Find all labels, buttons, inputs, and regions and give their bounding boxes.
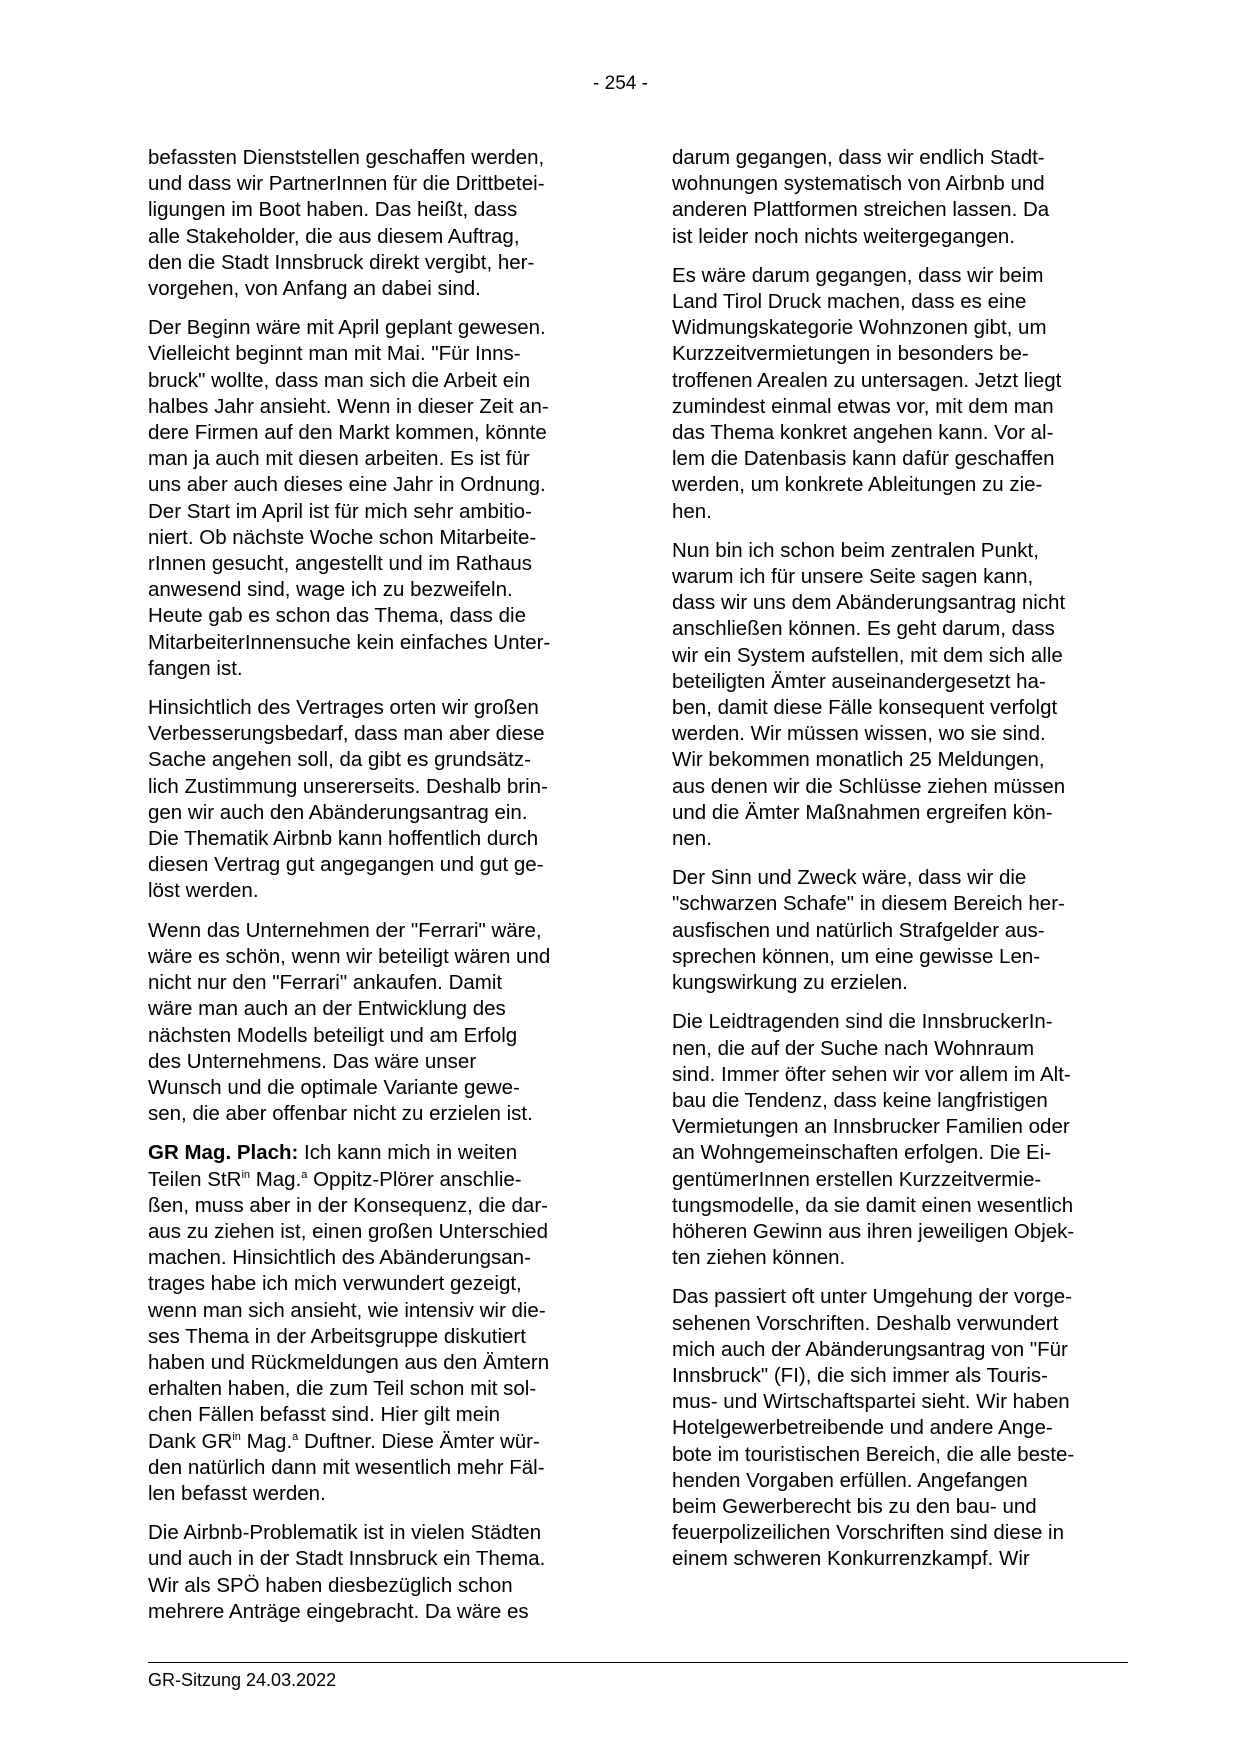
text-line: henden Vorgaben erfüllen. Angefangen	[672, 1468, 1028, 1492]
text-line: diesen Vertrag gut angegangen und gut ge-	[148, 853, 544, 877]
text-line: uns aber auch dieses eine Jahr in Ordnung.	[148, 473, 546, 497]
paragraph	[672, 263, 1122, 525]
text-line	[148, 1429, 598, 1455]
text-line: Sache angehen soll, da gibt es grundsätz-	[148, 748, 531, 772]
text-segment: Mag.	[250, 1167, 302, 1191]
text-line: Es wäre darum gegangen, dass wir beim	[672, 263, 1044, 287]
paragraph	[148, 315, 598, 682]
text-line: sind. Immer öfter sehen wir vor allem im Alt-	[672, 1062, 1071, 1086]
text-line: niert. Ob nächste Woche schon Mitarbeite-	[148, 525, 537, 549]
text-line: rInnen gesucht, angestellt und im Rathaus	[148, 552, 533, 576]
text-segment: Dank GR	[148, 1429, 233, 1453]
superscript: a	[301, 1168, 308, 1181]
text-line: vorgehen, von Anfang an dabei sind.	[148, 277, 481, 301]
text-line: len befasst werden.	[148, 1481, 326, 1505]
text-line: Hotelgewerbetreibende und andere Ange-	[672, 1416, 1053, 1440]
text-line: und dass wir PartnerInnen für die Drittbetei-	[148, 172, 545, 196]
text-line: tungsmodelle, da sie damit einen wesentlich	[672, 1193, 1074, 1217]
paragraph	[672, 1284, 1122, 1572]
text-line: dass wir uns dem Abänderungsantrag nicht	[672, 591, 1066, 615]
text-line: "schwarzen Schafe" in diesem Bereich her-	[672, 892, 1065, 916]
text-line: ten ziehen können.	[672, 1246, 846, 1270]
text-line: Vermietungen an Innsbrucker Familien oder	[672, 1115, 1070, 1139]
text-line: haben und Rückmeldungen aus den Ämtern	[148, 1350, 550, 1374]
text-line: den natürlich dann mit wesentlich mehr Fäl-	[148, 1455, 545, 1479]
text-line: zumindest einmal etwas vor, mit dem man	[672, 394, 1054, 418]
text-line: lem die Datenbasis kann dafür geschaffen	[672, 447, 1055, 471]
text-line: ligungen im Boot haben. Das heißt, dass	[148, 198, 518, 222]
text-line: Der Sinn und Zweck wäre, dass wir die	[672, 866, 1027, 890]
text-line: höheren Gewinn aus ihren jeweiligen Objek-	[672, 1219, 1075, 1243]
text-line: bote im touristischen Bereich, die alle beste-	[672, 1442, 1075, 1466]
page-number: - 254 -	[593, 73, 648, 94]
text-line: mich auch der Abänderungsantrag von "Für	[672, 1337, 1068, 1361]
text-line: löst werden.	[148, 879, 259, 903]
superscript: in	[241, 1168, 250, 1181]
speaker-paragraph	[148, 1140, 598, 1507]
text-line: hen.	[672, 499, 712, 523]
text-line: Land Tirol Druck machen, dass es eine	[672, 290, 1027, 314]
paragraph	[672, 538, 1122, 852]
text-segment: Duftner. Diese Ämter wür-	[298, 1429, 540, 1453]
text-line: dere Firmen auf den Markt kommen, könnte	[148, 421, 547, 445]
text-line	[148, 1140, 598, 1166]
text-line: und auch in der Stadt Innsbruck ein Thema.	[148, 1547, 546, 1571]
text-segment: Oppitz-Plörer anschlie-	[307, 1167, 522, 1191]
text-line: Wenn das Unternehmen der "Ferrari" wäre,	[148, 918, 542, 942]
text-line: einem schweren Konkurrenzkampf. Wir	[672, 1547, 1030, 1571]
text-block	[148, 1455, 598, 1507]
text-line: wohnungen systematisch von Airbnb und	[672, 172, 1045, 196]
footer-divider	[148, 1662, 1128, 1663]
text-line: beim Gewerberecht bis zu den bau- und	[672, 1494, 1037, 1518]
superscript: in	[232, 1430, 241, 1443]
text-line: kungswirkung zu erzielen.	[672, 971, 908, 995]
text-line: befassten Dienststellen geschaffen werden,	[148, 146, 545, 169]
text-line: fangen ist.	[148, 656, 243, 680]
text-line: machen. Hinsichtlich des Abänderungsan-	[148, 1246, 531, 1270]
text-line: Innsbruck" (FI), die sich immer als Touris-	[672, 1363, 1048, 1387]
text-line: Verbesserungsbedarf, dass man aber diese	[148, 722, 545, 746]
text-line: den die Stadt Innsbruck direkt vergibt, her-	[148, 250, 535, 274]
text-line: nächsten Modells beteiligt und am Erfolg	[148, 1023, 518, 1047]
text-line: wäre es schön, wenn wir beteiligt wären und	[148, 944, 551, 968]
paragraph	[148, 1520, 598, 1625]
text-segment: Teilen StR	[148, 1167, 242, 1191]
text-line: Nun bin ich schon beim zentralen Punkt,	[672, 538, 1039, 562]
text-line: ausfischen und natürlich Strafgelder aus-	[672, 918, 1045, 942]
text-line: Wir bekommen monatlich 25 Meldungen,	[672, 748, 1045, 772]
paragraph	[672, 145, 1122, 250]
text-line: bruck" wollte, dass man sich die Arbeit ein	[148, 368, 531, 392]
text-line: aus denen wir die Schlüsse ziehen müssen	[672, 774, 1066, 798]
text-line: beteiligten Ämter auseinandergesetzt ha-	[672, 669, 1046, 693]
text-line: halbes Jahr ansieht. Wenn in dieser Zeit an-	[148, 394, 549, 418]
text-line: mehrere Anträge eingebracht. Da wäre es	[148, 1599, 529, 1623]
text-line: Die Thematik Airbnb kann hoffentlich durch	[148, 827, 539, 851]
text-line: nen.	[672, 827, 712, 851]
text-line: werden, um konkrete Ableitungen zu zie-	[672, 473, 1043, 497]
text-line: ßen, muss aber in der Konsequenz, die dar-	[148, 1193, 548, 1217]
text-line: nicht nur den "Ferrari" ankaufen. Damit	[148, 971, 503, 995]
text-line: ses Thema in der Arbeitsgruppe diskutiert	[148, 1324, 526, 1348]
paragraph	[672, 865, 1122, 996]
text-line: anderen Plattformen streichen lassen. Da	[672, 198, 1050, 222]
text-line: wenn man sich ansieht, wie intensiv wir die-	[148, 1298, 546, 1322]
text-line: an Wohngemeinschaften erfolgen. Die Ei-	[672, 1141, 1052, 1165]
text-segment: Ich kann mich in weiten	[298, 1141, 518, 1165]
text-line: aus zu ziehen ist, einen großen Unterschied	[148, 1219, 548, 1243]
text-line: Wunsch und die optimale Variante gewe-	[148, 1075, 520, 1099]
text-line: Der Start im April ist für mich sehr ambitio-	[148, 499, 532, 523]
text-line: werden. Wir müssen wissen, wo sie sind.	[672, 722, 1046, 746]
paragraph	[148, 918, 598, 1128]
text-line: alle Stakeholder, die aus diesem Auftrag,	[148, 224, 520, 248]
text-line: anschließen können. Es geht darum, dass	[672, 617, 1055, 641]
text-line: troffenen Arealen zu untersagen. Jetzt liegt	[672, 368, 1062, 392]
text-line: ist leider noch nichts weitergegangen.	[672, 224, 1016, 248]
text-line: Widmungskategorie Wohnzonen gibt, um	[672, 316, 1047, 340]
text-line: Der Beginn wäre mit April geplant gewesen.	[148, 316, 546, 340]
left-column	[148, 145, 598, 1638]
text-line: Hinsichtlich des Vertrages orten wir großen	[148, 696, 539, 720]
text-block	[148, 1193, 598, 1429]
text-line: Kurzzeitvermietungen in besonders be-	[672, 342, 1029, 366]
text-line: sen, die aber offenbar nicht zu erzielen ist.	[148, 1102, 533, 1126]
paragraph	[148, 145, 598, 302]
text-line: ben, damit diese Fälle konsequent verfolgt	[672, 696, 1058, 720]
text-line: lich Zustimmung unsererseits. Deshalb brin-	[148, 774, 548, 798]
text-line: erhalten haben, die zum Teil schon mit sol-	[148, 1377, 537, 1401]
paragraph	[672, 1009, 1122, 1271]
text-line: Heute gab es schon das Thema, dass die	[148, 604, 526, 628]
footer-session-date: GR-Sitzung 24.03.2022	[148, 1670, 337, 1690]
text-line: Das passiert oft unter Umgehung der vorge-	[672, 1285, 1072, 1309]
text-line	[148, 1167, 598, 1193]
text-line: wäre man auch an der Entwicklung des	[148, 997, 506, 1021]
text-line: Vielleicht beginnt man mit Mai. "Für Inns-	[148, 342, 521, 366]
text-line: darum gegangen, dass wir endlich Stadt-	[672, 146, 1045, 169]
text-line: chen Fällen befasst sind. Hier gilt mein	[148, 1403, 501, 1427]
text-line: gen wir auch den Abänderungsantrag ein.	[148, 800, 528, 824]
text-line: nen, die auf der Suche nach Wohnraum	[672, 1036, 1035, 1060]
text-line: Die Leidtragenden sind die InnsbruckerIn-	[672, 1010, 1053, 1034]
superscript: a	[292, 1430, 299, 1443]
text-line: des Unternehmens. Das wäre unser	[148, 1049, 477, 1073]
text-line: und die Ämter Maßnahmen ergreifen kön-	[672, 800, 1053, 824]
text-line: warum ich für unsere Seite sagen kann,	[672, 565, 1034, 589]
text-line: das Thema konkret angehen kann. Vor al-	[672, 421, 1054, 445]
text-line: Wir als SPÖ haben diesbezüglich schon	[148, 1573, 513, 1597]
text-line: feuerpolizeilichen Vorschriften sind diese in	[672, 1521, 1065, 1545]
text-line: anwesend sind, wage ich zu bezweifeln.	[148, 578, 513, 602]
speaker-name: GR Mag. Plach:	[148, 1141, 299, 1165]
text-line: sprechen können, um eine gewisse Len-	[672, 944, 1041, 968]
text-line: trages habe ich mich verwundert gezeigt,	[148, 1272, 522, 1296]
text-line: sehenen Vorschriften. Deshalb verwundert	[672, 1311, 1059, 1335]
text-segment: Mag.	[240, 1429, 293, 1453]
text-line: mus- und Wirtschaftspartei sieht. Wir haben	[672, 1390, 1070, 1414]
text-line: MitarbeiterInnensuche kein einfaches Unter-	[148, 630, 551, 654]
text-line: bau die Tendenz, dass keine langfristigen	[672, 1088, 1048, 1112]
text-line: Die Airbnb-Problematik ist in vielen Städten	[148, 1521, 542, 1545]
text-line: man ja auch mit diesen arbeiten. Es ist für	[148, 447, 530, 471]
right-column	[672, 145, 1122, 1586]
paragraph	[148, 695, 598, 905]
text-line: wir ein System aufstellen, mit dem sich alle	[672, 643, 1063, 667]
text-line: gentümerInnen erstellen Kurzzeitvermie-	[672, 1167, 1042, 1191]
